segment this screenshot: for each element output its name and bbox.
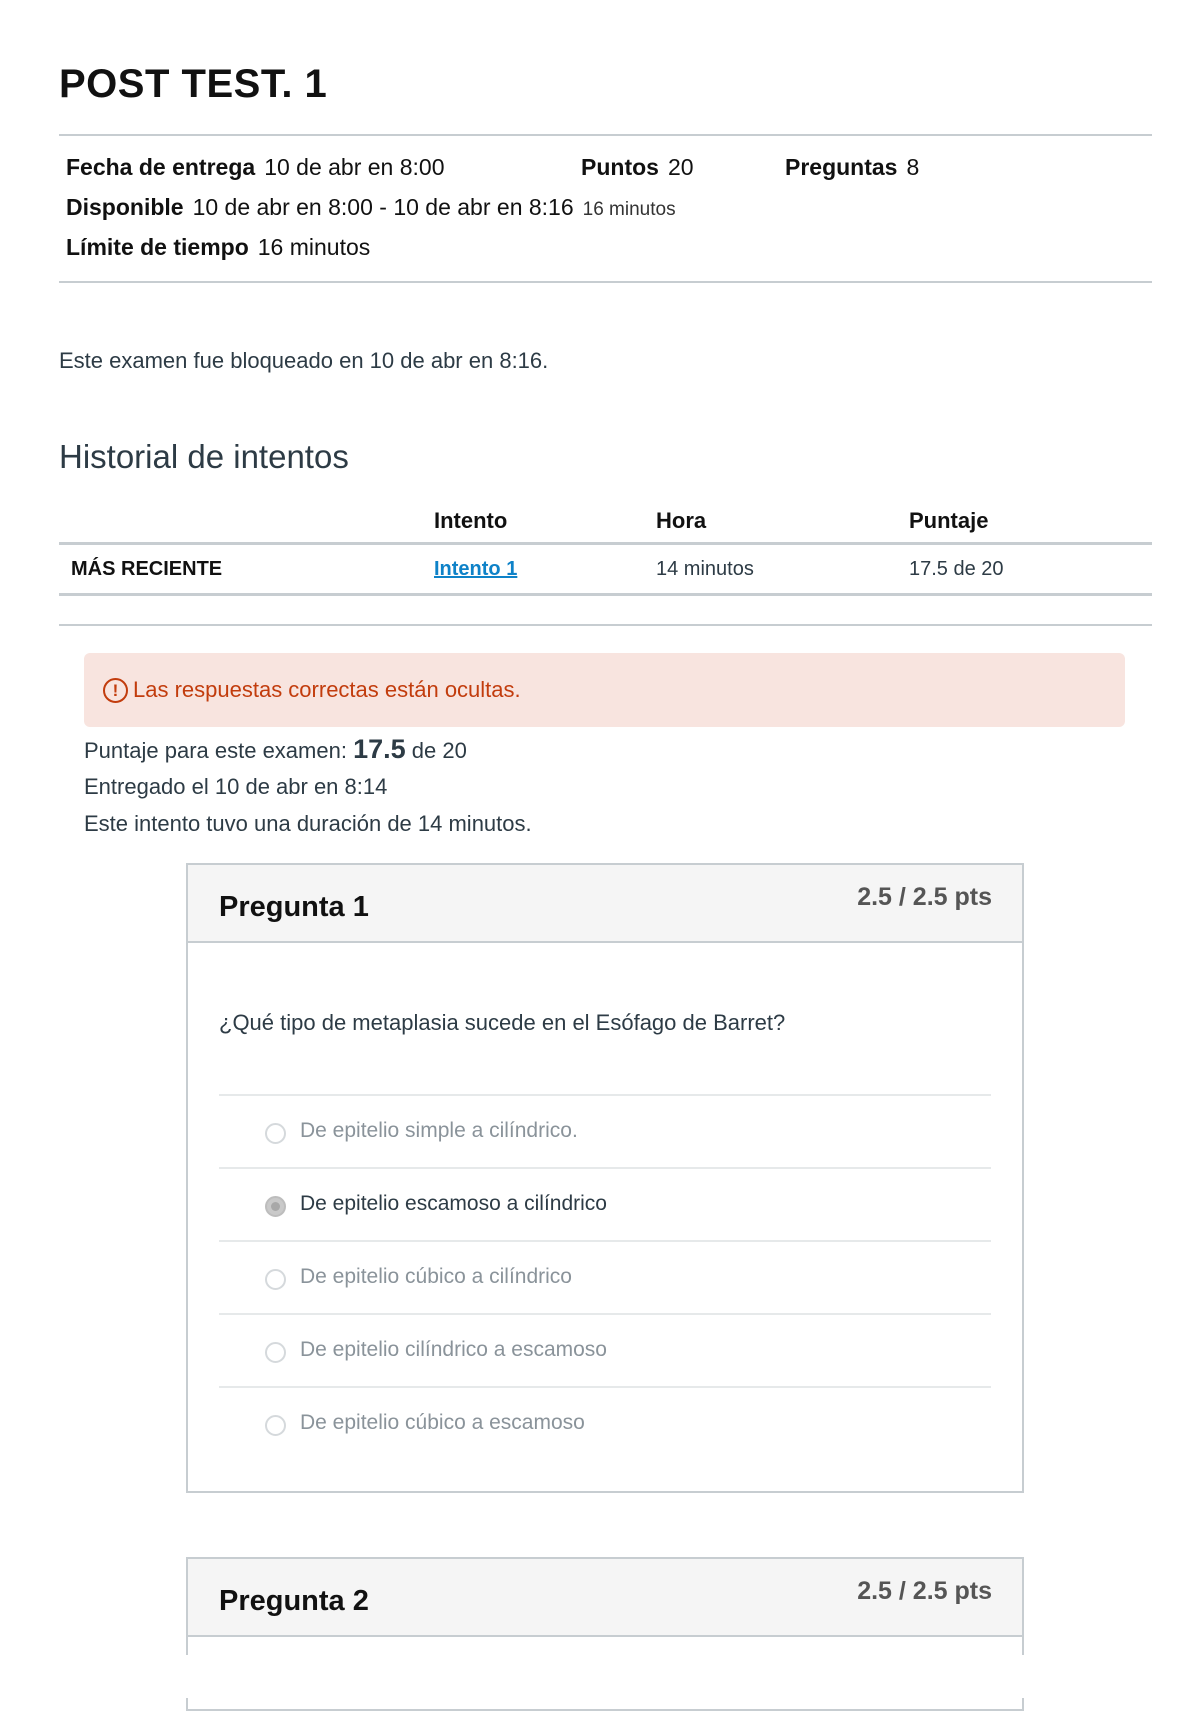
question-text: ¿Qué tipo de metaplasia sucede en el Esófago de Barret? — [219, 1010, 786, 1035]
attempt-link[interactable]: Intento 1 — [434, 557, 518, 580]
column-header-time: Hora — [656, 500, 909, 544]
radio-button[interactable] — [265, 1415, 286, 1436]
score-suffix: de 20 — [411, 738, 467, 763]
answer-option-selected[interactable] — [219, 1167, 991, 1241]
time-cell: 14 minutos — [656, 544, 909, 595]
question-header — [188, 1559, 1022, 1637]
meta-row-1 — [66, 154, 445, 181]
table-row — [59, 544, 1152, 595]
divider — [59, 134, 1152, 136]
locked-message: Este examen fue bloqueado en 10 de abr en 8:16. — [59, 348, 549, 373]
page-title: POST TEST. 1 — [59, 62, 328, 106]
answer-label: De epitelio cúbico a cilíndrico — [300, 1265, 572, 1288]
answer-option[interactable] — [219, 1240, 991, 1314]
questions-label: Preguntas — [785, 154, 898, 180]
question-card — [186, 863, 1024, 1493]
page-bottom-margin — [0, 1655, 1200, 1698]
points-label: Puntos — [581, 154, 659, 180]
alert-text: Las respuestas correctas están ocultas. — [133, 677, 521, 702]
attempt-history-table — [59, 500, 1152, 596]
radio-button[interactable] — [265, 1123, 286, 1144]
meta-row-2 — [66, 194, 676, 221]
answer-option[interactable] — [219, 1094, 991, 1168]
score-summary — [84, 734, 467, 765]
due-label: Fecha de entrega — [66, 154, 256, 180]
question-points: 2.5 / 2.5 pts — [857, 883, 992, 911]
question-title: Pregunta 2 — [219, 1585, 369, 1617]
divider — [59, 281, 1152, 283]
duration-text: Este intento tuvo una duración de 14 minutos. — [84, 811, 532, 836]
column-header-score: Puntaje — [909, 500, 1152, 544]
score-value: 17.5 — [353, 734, 406, 764]
radio-button[interactable] — [265, 1269, 286, 1290]
answer-label: De epitelio cilíndrico a escamoso — [300, 1338, 607, 1361]
exclamation-circle-icon: ! — [103, 678, 128, 703]
due-value: 10 de abr en 8:00 — [264, 154, 445, 180]
submitted-text: Entregado el 10 de abr en 8:14 — [84, 774, 388, 799]
available-value: 10 de abr en 8:00 - 10 de abr en 8:16 — [192, 194, 574, 220]
column-header-attempt: Intento — [434, 500, 656, 544]
score-cell: 17.5 de 20 — [909, 544, 1152, 595]
radio-button[interactable] — [265, 1342, 286, 1363]
answer-option[interactable] — [219, 1313, 991, 1387]
history-title: Historial de intentos — [59, 438, 349, 475]
time-limit-label: Límite de tiempo — [66, 234, 249, 260]
table-header-row — [59, 500, 1152, 544]
available-duration: 16 minutos — [582, 199, 676, 220]
column-header — [59, 500, 434, 544]
available-label: Disponible — [66, 194, 184, 220]
points-meta — [581, 154, 694, 181]
question-header — [188, 865, 1022, 943]
score-prefix: Puntaje para este examen: — [84, 738, 347, 763]
answer-option[interactable] — [219, 1386, 991, 1460]
questions-value: 8 — [906, 154, 920, 180]
questions-meta — [785, 154, 919, 181]
answer-label: De epitelio escamoso a cilíndrico — [300, 1192, 607, 1215]
hidden-answers-alert — [84, 653, 1125, 727]
answer-label: De epitelio simple a cilíndrico. — [300, 1119, 578, 1142]
time-limit-value: 16 minutos — [257, 234, 371, 260]
divider — [59, 624, 1152, 626]
radio-button-selected[interactable] — [265, 1196, 286, 1217]
attempt-cell — [434, 544, 656, 595]
meta-row-3 — [66, 234, 370, 261]
question-points: 2.5 / 2.5 pts — [857, 1577, 992, 1605]
points-value: 20 — [667, 154, 694, 180]
most-recent-label: MÁS RECIENTE — [59, 544, 434, 595]
answer-label: De epitelio cúbico a escamoso — [300, 1411, 585, 1434]
question-title: Pregunta 1 — [219, 891, 369, 923]
